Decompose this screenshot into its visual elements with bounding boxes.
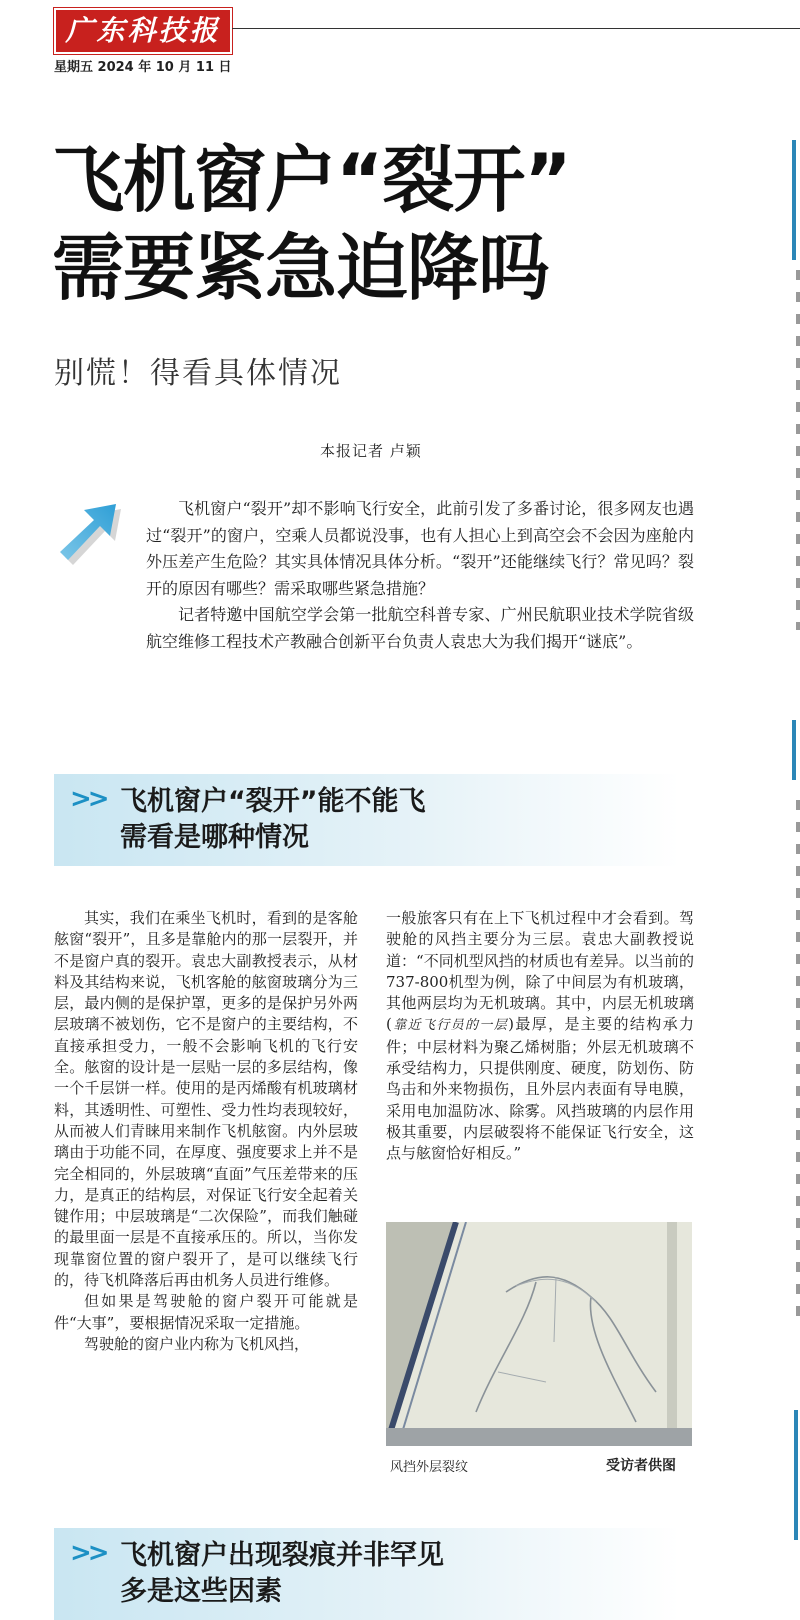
body-text: 一般旅客只有在上下飞机过程中才会看到。驾驶舱的风挡主要分为三层。袁忠大副教授说道：“不同机型风挡的材质也有差异。以当前的737-800机型为例，除了中间层为有机玻璃，其他两层均为无机玻璃。其中，内层无机玻璃( <box>386 909 694 1034</box>
section-banner-2 <box>54 1528 680 1620</box>
photo-caption: 风挡外层裂纹 <box>390 1460 469 1475</box>
article-lead <box>146 496 694 655</box>
lead-paragraph-1: 飞机窗户“裂开”却不影响飞行安全，此前引发了多番讨论，很多网友也遇过“裂开”的窗户，空乘人员都说没事，也有人担心上到高空会不会因为座舱内外压差产生危险？其实具体情况具体分析。“裂开”还能继续飞行？常见吗？裂开的原因有哪些？需采取哪些紧急措施？ <box>146 499 694 598</box>
section-banner-1 <box>54 774 680 866</box>
body-paragraph: 但如果是驾驶舱的窗户裂开可能就是件“大事”，要根据情况采取一定措施。 <box>54 1292 358 1332</box>
lead-paragraph-2: 记者特邀中国航空学会第一批航空科普专家、广州民航职业技术学院省级航空维修工程技术产教融合创新平台负责人袁忠大为我们揭开“谜底”。 <box>146 605 694 651</box>
body-column-2 <box>386 908 694 1165</box>
body-text: )最厚，是主要的结构承力件；中层材料为聚乙烯树脂；外层无机玻璃不承受结构力，只提供刚度、硬度，防划伤、防鸟击和外来物损伤，且外层内表面有导电膜，采用电加温防冰、除雾。风挡玻璃的内层作用极其重要，内层破裂将不能保证飞行安全，这点与舷窗恰好相反。” <box>386 1015 694 1163</box>
section-title-1 <box>120 784 426 856</box>
section-title-1-line-2: 需看是哪种情况 <box>120 822 309 853</box>
chevron-right-icon: >> <box>70 784 106 814</box>
section-title-1-line-1: 飞机窗户“裂开”能不能飞 <box>120 786 426 817</box>
photo-credit: 受访者供图 <box>606 1458 676 1474</box>
article-headline <box>52 136 692 312</box>
headline-line-2: 需要紧急迫降吗 <box>52 226 550 310</box>
body-text-note: 靠近飞行员的一层 <box>391 1018 509 1034</box>
newspaper-logo: 广东科技报 <box>54 8 232 54</box>
masthead-rule <box>232 28 800 29</box>
body-paragraph <box>386 908 694 1165</box>
section-title-2-line-1: 飞机窗户出现裂痕并非罕见 <box>120 1540 444 1571</box>
byline: 本报记者 卢颖 <box>320 442 422 460</box>
headline-line-1: 飞机窗户“裂开” <box>52 138 571 222</box>
adjacent-page-text-fragment <box>796 800 800 1320</box>
issue-date: 星期五 2024 年 10 月 11 日 <box>54 60 232 75</box>
chevron-right-icon: >> <box>70 1538 106 1568</box>
article-subhead: 别慌！得看具体情况 <box>54 356 342 391</box>
body-paragraph: 其实，我们在乘坐飞机时，看到的是客舱舷窗“裂开”，且多是靠舱内的那一层裂开，并不是窗户真的裂开。袁忠大副教授表示，从材料及其结构来说，飞机客舱的舷窗玻璃分为三层，最内侧的是保护罩，更多的是保护另外两层玻璃不被划伤，它不是窗户的主要结构，不直接承担受力，一般不会影响飞机的飞行安全。舷窗的设计是一层贴一层的多层结构，像一个千层饼一样。使用的是丙烯酸有机玻璃材料，其透明性、可塑性、受力性均表现较好，从而被人们青睐用来制作飞机舷窗。内外层玻璃由于功能不同，在厚度、强度要求上并不是完全相同的，外层玻璃“直面”气压差带来的压力，是真正的结构层，对保证飞行安全起着关键作用；中层玻璃是“二次保险”，而我们触碰的最里面一层是不直接承压的。所以，当你发现靠窗位置的窗户裂开了，是可以继续飞行的，待飞机降落后再由机务人员进行维修。 <box>54 909 358 1290</box>
cracked-glass-image <box>386 1222 692 1446</box>
body-column-1 <box>54 908 358 1355</box>
body-paragraph: 驾驶舱的窗户业内称为飞机风挡， <box>84 1334 310 1353</box>
arrow-up-right-icon <box>54 498 128 566</box>
adjacent-page-accent <box>794 1410 798 1540</box>
adjacent-page-accent <box>792 720 796 780</box>
adjacent-page-text-fragment <box>796 270 800 630</box>
section-title-2-line-2: 多是这些因素 <box>120 1576 282 1607</box>
section-title-2 <box>120 1538 444 1610</box>
windshield-crack-photo <box>386 1222 692 1446</box>
adjacent-page-accent <box>792 140 796 260</box>
